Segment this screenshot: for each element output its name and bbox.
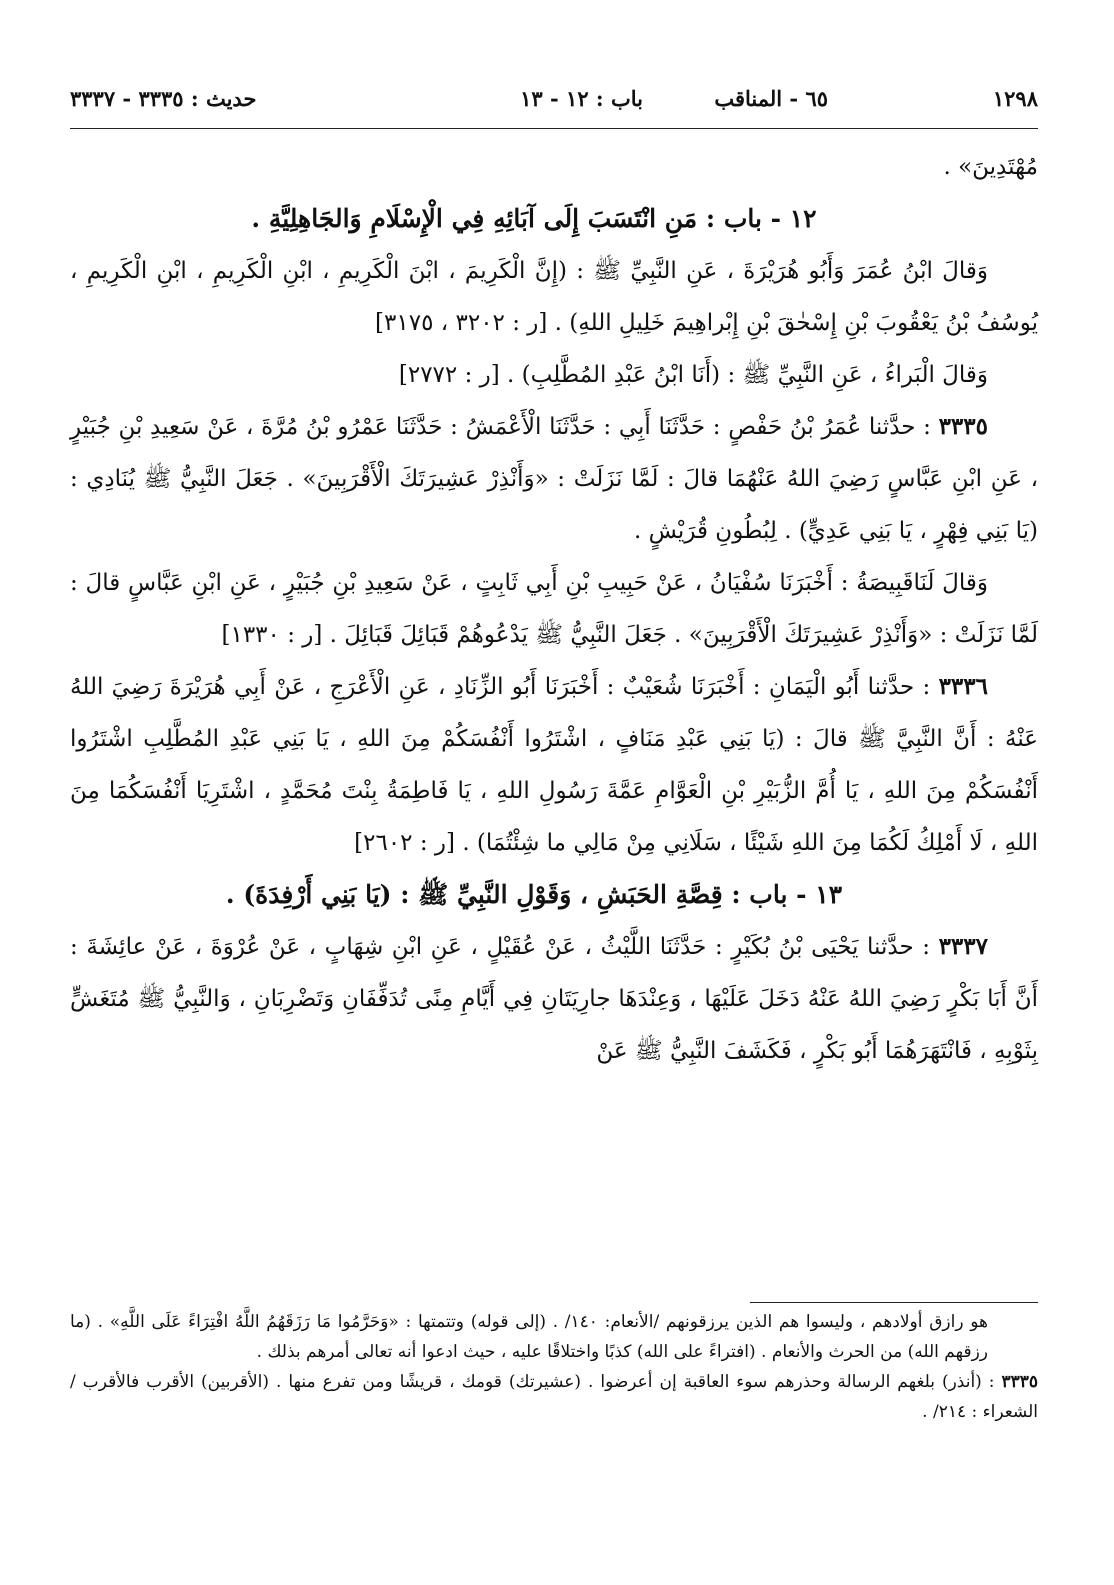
chapter-heading-13: ١٣ - باب : قِصَّةِ الحَبَشِ ، وَقَوْلِ النَّبِيِّ ﷺ : (يَا بَنِي أَرْفِدَةَ) . <box>225 880 843 909</box>
hadith-number: ٣٣٣٥ <box>938 413 988 440</box>
taliq-paragraph-2 <box>70 349 1038 401</box>
hadith-number: ٣٣٣٦ <box>938 673 988 700</box>
taliq-3-ref: [ر : ١٣٣٠] <box>221 622 323 648</box>
taliq-2-ref: [ر : ٢٧٧٢] <box>398 362 500 388</box>
hadith-3337 <box>70 921 1038 1077</box>
running-header <box>70 78 1038 118</box>
hadith-range: حديث : ٣٣٣٥ - ٣٣٣٧ <box>70 86 257 111</box>
footnotes <box>70 1302 1038 1427</box>
header-rule <box>70 128 1038 129</box>
taliq-paragraph-1 <box>70 245 1038 349</box>
hadith-text: : حدَّثنا عُمَرُ بْنُ حَفْصٍ : حَدَّثَنَا أَبِي : حَدَّثَنَا الْأَعْمَشُ : حَدَّثَنَا عَمْرُو بْنُ مُرَّةَ ، عَنْ سَعِيدِ بْنِ جُبَيْرٍ ، عَنِ ابْنِ عَبَّاسٍ رَضِيَ اللهُ عَنْهُمَا قالَ : لَمَّا نَزَلَتْ : «وَأَنْذِرْ عَشِيرَتَكَ الْأَقْرَبِينَ» . جَعَلَ النَّبِيُّ ﷺ يُنَادِي : (يَا بَنِي فِهْرٍ ، يَا بَنِي عَدِيٍّ) . لِبُطُونِ قُرَيْشٍ . <box>70 414 1038 544</box>
footnote-2 <box>70 1367 1038 1427</box>
main-text <box>70 141 1038 1077</box>
hadith-3335-taliq <box>70 557 1038 661</box>
hadith-number: ٣٣٣٧ <box>938 933 988 960</box>
footnote-number: ٣٣٣٥ <box>1001 1372 1038 1392</box>
hadith-3335 <box>70 401 1038 557</box>
bab-range: باب : ١٢ - ١٣ <box>520 86 643 111</box>
footnote-1: هو رازق أولادهم ، وليسوا هم الذين يرزقونهم /الأنعام: ١٤٠/ . (إلى قوله) وتتمتها : «وَحَرَّمُوا مَا رَزَقَهُمُ اللَّهُ افْتِرَاءً عَلَى اللَّهِ» . (ما رزقهم الله) من الحرث والأنعام . (افتراءً على الله) كذبًا واختلاقًا عليه ، حيث ادعوا أنه تعالى أمرهم بذلك . <box>70 1312 988 1362</box>
hadith-3336 <box>70 661 1038 869</box>
book-title: ٦٥ - المناقب <box>714 86 828 111</box>
taliq-2-text: وَقالَ الْبَراءُ ، عَنِ النَّبِيِّ ﷺ : (أَنَا ابْنُ عَبْدِ المُطَّلِبِ) . <box>507 362 988 388</box>
chapter-heading-12: ١٢ - باب : مَنِ انْتَسَبَ إِلَى آبَائِهِ فِي الْإِسْلَامِ وَالجَاهِلِيَّةِ . <box>251 204 817 233</box>
hadith-3336-ref: [ر : ٢٦٠٢] <box>354 830 455 856</box>
footnote-rule <box>750 1302 1038 1303</box>
taliq-1-text: وَقالَ ابْنُ عُمَرَ وَأَبُو هُرَيْرَةَ ، عَنِ النَّبِيِّ ﷺ : (إِنَّ الْكَرِيمَ ، ابْنَ الْكَرِيمِ ، ابْنِ الْكَرِيمِ ، ابْنِ الْكَرِيمِ ، يُوسُفُ بْنُ يَعْقُوبَ بْنِ إِسْحٰقَ بْنِ إِبْراهِيمَ خَلِيلِ اللهِ) . <box>70 258 1038 336</box>
taliq-3-text: وَقالَ لَنَاقَبِيصَةُ : أَخْبَرَنَا سُفْيَانُ ، عَنْ حَبِيبِ بْنِ أَبِي ثَابِتٍ ، عَنْ سَعِيدِ بْنِ جُبَيْرٍ ، عَنِ ابْنِ عَبَّاسٍ قالَ : لَمَّا نَزَلَتْ : «وَأَنْذِرْ عَشِيرَتَكَ الْأَقْرَبِينَ» . جَعَلَ النَّبِيُّ ﷺ يَدْعُوهُمْ قَبَائِلَ قَبَائِلَ . <box>70 570 1038 648</box>
hadith-text: : حدَّثنا يَحْيَى بْنُ بُكَيْرٍ : حَدَّثَنَا اللَّيْثُ ، عَنْ عُقَيْلٍ ، عَنِ ابْنِ شِهَابٍ ، عَنْ عُرْوَةَ ، عَنْ عائِشَةَ : أَنَّ أَبَا بَكْرٍ رَضِيَ اللهُ عَنْهُ دَخَلَ عَلَيْهَا ، وَعِنْدَهَا جارِيَتَانِ فِي أَيَّامِ مِنًى تُدَفِّفَانِ وَتَضْرِبَانِ ، وَالنَّبِيُّ ﷺ مُتَغَشٍّ بِثَوْبِهِ ، فَانْتَهَرَهُمَا أَبُو بَكْرٍ ، فَكَشَفَ النَّبِيُّ ﷺ عَنْ <box>70 934 1038 1064</box>
footnote-2-text: : (أنذر) بلغهم الرسالة وحذرهم سوء العاقبة إن أعرضوا . (عشيرتك) قومك ، قريشًا ومن تفرع منها . (الأقربين) الأقرب فالأقرب /الشعراء : ٢١٤/ . <box>70 1372 1038 1422</box>
carryover-line: مُهْتَدِينَ» . <box>943 154 1038 180</box>
taliq-1-ref: [ر : ٣٢٠٢ ، ٣١٧٥] <box>375 310 548 336</box>
page-number: ١٢٩٨ <box>992 86 1038 111</box>
hadith-text: : حدَّثنا أَبُو الْيَمَانِ : أَخْبَرَنَا شُعَيْبٌ : أَخْبَرَنَا أَبُو الزِّنَادِ ، عَنِ الْأَعْرَجِ ، عَنْ أَبِي هُرَيْرَةَ رَضِيَ اللهُ عَنْهُ : أَنَّ النَّبِيَّ ﷺ قالَ : (يَا بَنِي عَبْدِ مَنَافٍ ، اشْتَرُوا أَنْفُسَكُمْ مِنَ اللهِ ، يَا بَنِي عَبْدِ المُطَّلِبِ اشْتَرُوا أَنْفُسَكُمْ مِنَ اللهِ ، يَا أُمَّ الزُّبَيْرِ بْنِ الْعَوَّامِ عَمَّةَ رَسُولِ اللهِ ، يَا فَاطِمَةُ بِنْتَ مُحَمَّدٍ ، اشْتَرِيَا أَنْفُسَكُمَا مِنَ اللهِ ، لَا أَمْلِكُ لَكُمَا مِنَ اللهِ شَيْئًا ، سَلَانِي مِنْ مَالِي ما شِئْتُمَا) . <box>70 674 1038 856</box>
